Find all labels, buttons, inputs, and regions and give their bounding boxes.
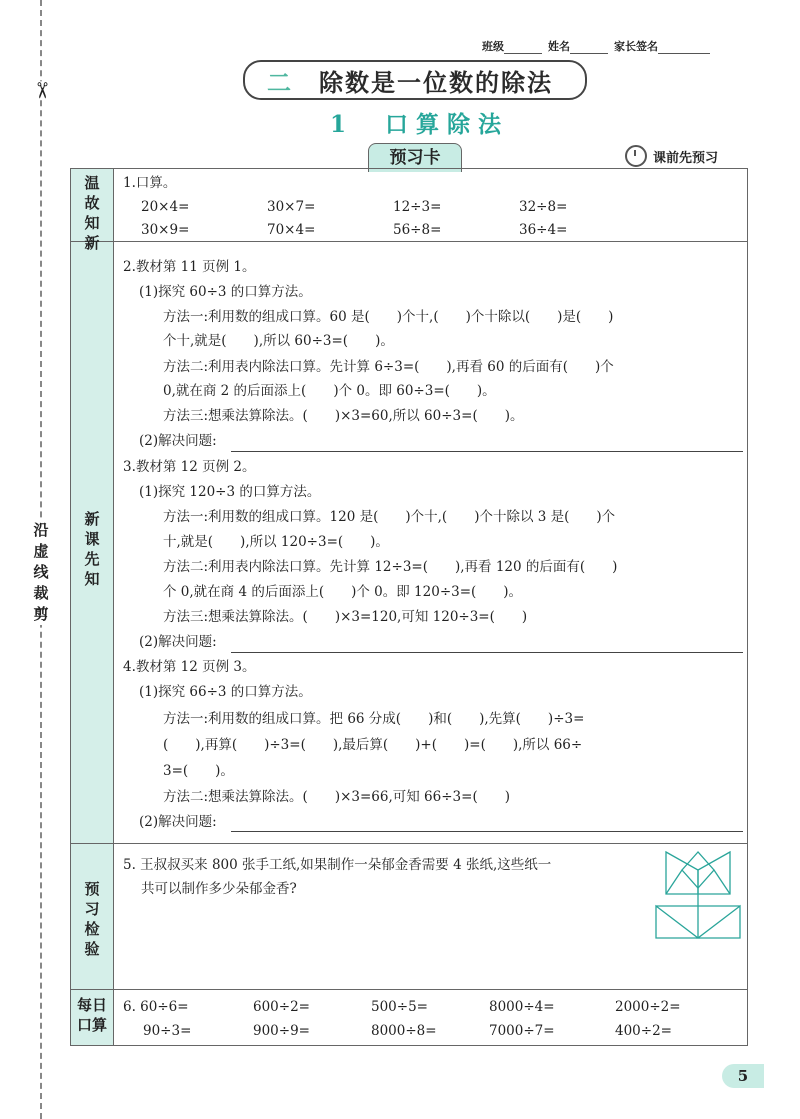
q1-item: 56÷8=: [393, 222, 442, 238]
preview-tag-text: 课前先预习: [653, 150, 719, 166]
section-review-label: 温 故 知 新: [84, 174, 100, 252]
q2-method1-line1: 方法一:利用数的组成口算。60 是( )个十,( )个十除以( )是( ): [163, 309, 614, 325]
q4-method1-line3: 3=( )。: [163, 763, 234, 779]
q1-item: 30×7=: [267, 199, 316, 215]
section-check-label: 预 习 检 验: [84, 880, 100, 958]
tulip-illustration: [652, 848, 744, 942]
q6-item: 7000÷7=: [489, 1023, 555, 1039]
preview-card-tab: 预习卡: [368, 143, 462, 172]
q4-method2: 方法二:想乘法算除法。( )×3=66,可知 66÷3=( ): [163, 789, 510, 805]
q4-method1-line1: 方法一:利用数的组成口算。把 66 分成( )和( ),先算( )÷3=: [163, 711, 585, 727]
clock-icon: [625, 145, 647, 167]
q4-title: 4.教材第 12 页例 3。: [123, 659, 256, 675]
q4-method1-line2: ( ),再算( )÷3=( ),最后算( )+( )=( ),所以 66÷: [163, 737, 583, 753]
class-label: 班级: [482, 40, 504, 53]
q4-answer-line[interactable]: [231, 831, 743, 832]
unit-number: 二: [267, 67, 291, 97]
q1-item: 36÷4=: [519, 222, 568, 238]
q5-line2: 共可以制作多少朵郁金香?: [141, 881, 297, 897]
q2-answer-line[interactable]: [231, 451, 743, 452]
q2-title: 2.教材第 11 页例 1。: [123, 259, 256, 275]
name-label: 姓名: [548, 40, 570, 53]
separator: [71, 843, 747, 844]
q3-method1-line1: 方法一:利用数的组成口算。120 是( )个十,( )个十除以 3 是( )个: [163, 509, 616, 525]
q2-method1-line2: 个十,就是( ),所以 60÷3=( )。: [163, 333, 394, 349]
lesson-title: 1 口算除法: [330, 111, 510, 138]
q3-answer-line[interactable]: [231, 652, 743, 653]
q3-title: 3.教材第 12 页例 2。: [123, 459, 256, 475]
q2-sub1: (1)探究 60÷3 的口算方法。: [139, 284, 312, 300]
q5-line1: 5. 王叔叔买来 800 张手工纸,如果制作一朵郁金香需要 4 张纸,这些纸一: [123, 857, 552, 873]
q1-item: 30×9=: [141, 222, 190, 238]
q6-item: 500÷5=: [371, 999, 428, 1015]
q2-method3: 方法三:想乘法算除法。( )×3=60,所以 60÷3=( )。: [163, 408, 524, 424]
q1-item: 70×4=: [267, 222, 316, 238]
q6-item: 400÷2=: [615, 1023, 672, 1039]
q4-sub2: (2)解决问题:: [139, 814, 217, 830]
separator: [71, 989, 747, 990]
parent-sign-label: 家长签名: [614, 40, 658, 53]
worksheet-table: [70, 168, 748, 1046]
q1-title: 1.口算。: [123, 175, 177, 191]
q1-item: 32÷8=: [519, 199, 568, 215]
q1-item: 12÷3=: [393, 199, 442, 215]
q3-method3: 方法三:想乘法算除法。( )×3=120,可知 120÷3=( ): [163, 609, 528, 625]
q3-method2-line2: 个 0,就在商 4 的后面添上( )个 0。即 120÷3=( )。: [163, 584, 523, 600]
unit-title: [243, 60, 587, 100]
q6-item: 600÷2=: [253, 999, 310, 1015]
q2-sub2: (2)解决问题:: [139, 433, 217, 449]
preview-tag: [625, 145, 718, 167]
q2-method2-line1: 方法二:利用表内除法口算。先计算 6÷3=( ),再看 60 的后面有( )个: [163, 359, 614, 375]
section-daily-label: 每日 口算: [76, 996, 107, 1034]
q2-method2-line2: 0,就在商 2 的后面添上( )个 0。即 60÷3=( )。: [163, 383, 496, 399]
cut-instruction: 沿 虚 线 裁 剪: [30, 520, 52, 625]
q6-item: 8000÷4=: [489, 999, 555, 1015]
section-new-lesson-label: 新 课 先 知: [84, 510, 100, 588]
parent-sign-input-line[interactable]: [658, 38, 710, 54]
student-info-header: [482, 38, 716, 54]
class-input-line[interactable]: [504, 38, 542, 54]
q6-item: 2000÷2=: [615, 999, 681, 1015]
page-number: 5: [722, 1064, 764, 1088]
q3-sub1: (1)探究 120÷3 的口算方法。: [139, 484, 321, 500]
q3-method2-line1: 方法二:利用表内除法口算。先计算 12÷3=( ),再看 120 的后面有( ): [163, 559, 618, 575]
separator: [71, 241, 747, 242]
q6-item: 900÷9=: [253, 1023, 310, 1039]
unit-name: 除数是一位数的除法: [319, 67, 553, 97]
q6-item: 6. 60÷6=: [123, 999, 189, 1015]
q3-sub2: (2)解决问题:: [139, 634, 217, 650]
q1-item: 20×4=: [141, 199, 190, 215]
q3-method1-line2: 十,就是( ),所以 120÷3=( )。: [163, 534, 389, 550]
q4-sub1: (1)探究 66÷3 的口算方法。: [139, 684, 312, 700]
scissors-icon: ✂: [28, 81, 54, 100]
name-input-line[interactable]: [570, 38, 608, 54]
q6-item: 8000÷8=: [371, 1023, 437, 1039]
q6-item: 90÷3=: [143, 1023, 192, 1039]
